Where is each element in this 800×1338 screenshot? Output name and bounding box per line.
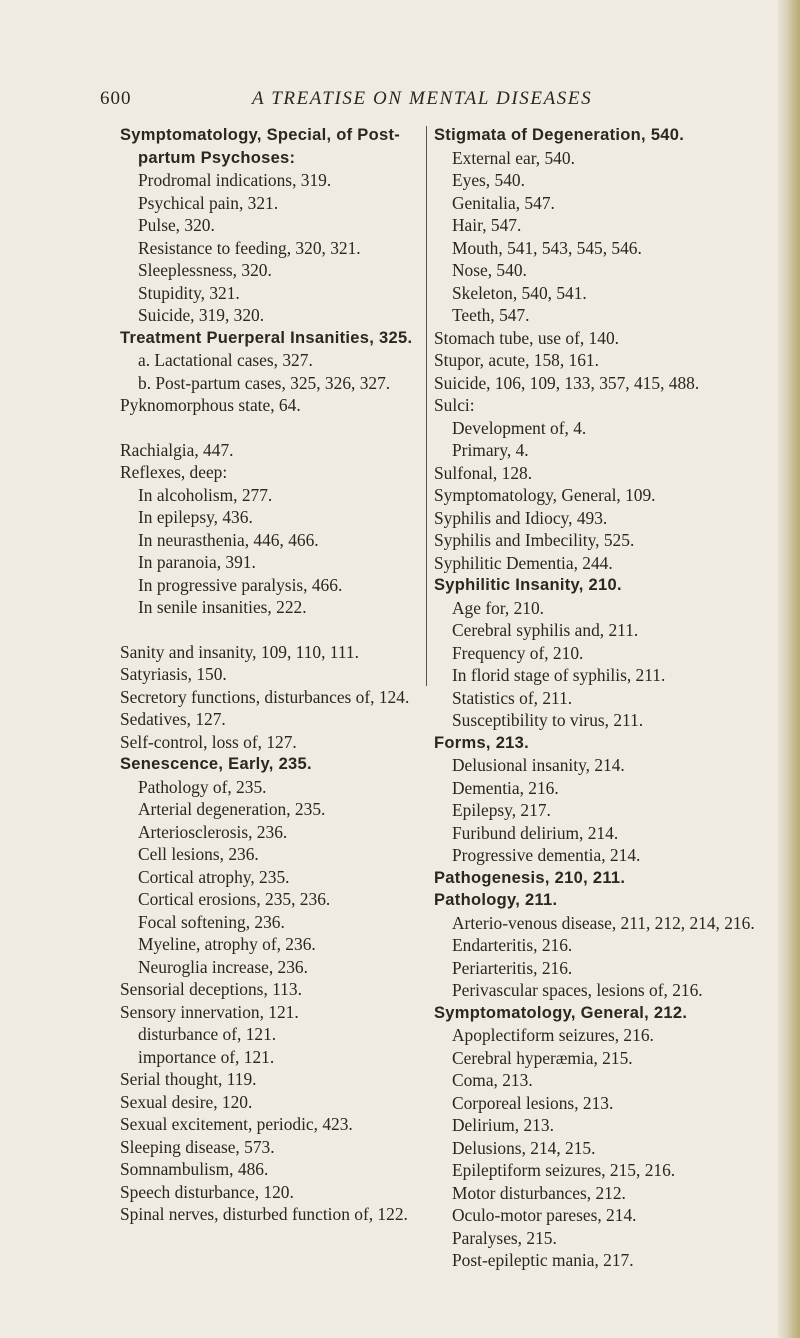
index-subentry: Dementia, 216. [452,777,559,798]
index-subentry: Prodromal indications, 319. [138,170,332,190]
index-subentry: Oculo-motor pareses, 214. [452,1205,637,1225]
index-subentry: Periarteritis, 216. [452,957,573,978]
index-entry: Sulfonal, 128. [434,462,533,483]
index-subentry: Cell lesions, 236. [138,844,259,864]
index-entry: Treatment Puerperal Insanities, 325. [120,328,413,347]
index-subentry: Suicide, 319, 320. [138,305,265,325]
index-subentry: Coma, 213. [452,1070,533,1090]
index-entry: Speech disturbance, 120. [120,1181,294,1202]
index-subentry: Epileptiform seizures, 215, 216. [452,1160,676,1180]
index-subentry: Pathology of, 235. [138,776,267,797]
index-subentry: Delirium, 213. [452,1115,554,1135]
index-subentry: Arteriosclerosis, 236. [138,821,288,842]
index-subentry: Stupidity, 321. [138,282,240,303]
index-entry: Self-control, loss of, 127. [120,731,297,752]
index-entry: Stigmata of Degeneration, 540. [434,126,685,144]
index-subentry: Epilepsy, 217. [452,800,551,820]
index-subentry: In alcoholism, 277. [138,484,273,505]
index-subentry: Delusional insanity, 214. [452,755,625,775]
index-entry: Sulci: [434,395,475,415]
index-subentry: Neuroglia increase, 236. [138,956,308,977]
index-subentry: Mouth, 541, 543, 545, 546. [452,237,642,258]
index-column-right [434,124,774,1272]
index-subentry: Arterio-venous disease, 211, 212, 214, 216. [452,912,755,933]
index-subentry: Delusions, 214, 215. [452,1137,596,1158]
index-entry: Sensorial deceptions, 113. [120,979,302,999]
index-entry: Syphilis and Idiocy, 493. [434,507,608,528]
index-subentry: a. Lactational cases, 327. [138,350,313,370]
index-entry: Suicide, 106, 109, 133, 357, 415, 488. [434,372,700,393]
index-entry: Sexual excitement, periodic, 423. [120,1114,353,1134]
index-subentry: Hair, 547. [452,215,522,235]
index-entry: Stupor, acute, 158, 161. [434,350,599,370]
index-subentry: Development of, 4. [452,417,587,438]
index-subentry: Cortical atrophy, 235. [138,866,290,887]
index-entry: Forms, 213. [434,733,530,752]
index-subentry: Pulse, 320. [138,215,215,235]
index-entry: Syphilitic Dementia, 244. [434,552,613,573]
index-subentry: Frequency of, 210. [452,642,584,663]
index-subentry: Genitalia, 547. [452,192,555,213]
index-subentry: Cerebral hyperæmia, 215. [452,1047,633,1068]
index-entry: Sensory innervation, 121. [120,1001,299,1022]
index-subentry: Progressive dementia, 214. [452,845,641,865]
index-subentry: External ear, 540. [452,147,575,168]
index-subentry: In senile insanities, 222. [138,597,307,617]
page-number: 600 [100,88,132,109]
index-subentry: Nose, 540. [452,260,527,280]
index-subentry: In paranoia, 391. [138,552,256,572]
index-subentry: In neurasthenia, 446, 466. [138,529,319,550]
index-entry: Stomach tube, use of, 140. [434,327,619,348]
index-column-left [120,124,420,1226]
index-subentry: Cerebral syphilis and, 211. [452,620,639,640]
index-subentry: Eyes, 540. [452,170,525,190]
index-subentry: In progressive paralysis, 466. [138,574,343,595]
index-entry: Pyknomorphous state, 64. [120,395,301,415]
index-subentry: Perivascular spaces, lesions of, 216. [452,980,703,1000]
index-entry: Secretory functions, disturbances of, 124. [120,686,410,707]
index-subentry: Cortical erosions, 235, 236. [138,889,331,909]
index-entry: Sedatives, 127. [120,709,226,729]
column-divider [426,126,427,686]
index-subentry: b. Post-partum cases, 325, 326, 327. [138,372,391,393]
index-entry: Sanity and insanity, 109, 110, 111. [120,641,359,662]
index-subentry: Furibund delirium, 214. [452,822,619,843]
index-subentry: In epilepsy, 436. [138,507,253,527]
index-subentry: Motor disturbances, 212. [452,1182,626,1203]
index-entry: Syphilitic Insanity, 210. [434,576,622,594]
page-header [0,88,800,118]
entry-gap [120,417,420,439]
page-edge [778,0,800,1338]
index-subentry: Apoplectiform seizures, 216. [452,1025,654,1045]
index-entry: Sexual desire, 120. [120,1091,253,1112]
index-entry: Rachialgia, 447. [120,439,234,460]
index-subentry: Post-epileptic mania, 217. [452,1250,634,1270]
index-entry: Spinal nerves, disturbed function of, 122. [120,1204,408,1224]
index-entry: Sleeping disease, 573. [120,1136,275,1157]
index-entry: Symptomatology, Special, of Post-partum Psychoses: [120,126,401,167]
index-subentry: Focal softening, 236. [138,911,285,932]
running-head: A TREATISE ON MENTAL DISEASES [252,88,593,109]
index-subentry: disturbance of, 121. [138,1024,277,1044]
index-entry: Senescence, Early, 235. [120,755,312,773]
index-subentry: Endarteritis, 216. [452,935,573,955]
index-subentry: In florid stage of syphilis, 211. [452,665,666,685]
index-subentry: Susceptibility to virus, 211. [452,710,644,730]
index-entry: Symptomatology, General, 109. [434,485,656,505]
index-entry: Syphilis and Imbecility, 525. [434,530,635,550]
index-entry: Pathogenesis, 210, 211. [434,868,626,887]
index-entry: Reflexes, deep: [120,462,228,482]
index-entry: Pathology, 211. [434,891,558,909]
index-entry: Symptomatology, General, 212. [434,1003,688,1022]
index-subentry: Primary, 4. [452,440,529,460]
entry-gap [120,619,420,641]
index-subentry: Corporeal lesions, 213. [452,1092,614,1113]
index-subentry: Paralyses, 215. [452,1227,557,1248]
index-entry: Serial thought, 119. [120,1069,257,1089]
index-subentry: Psychical pain, 321. [138,192,279,213]
index-subentry: Age for, 210. [452,597,545,618]
index-subentry: Sleeplessness, 320. [138,260,272,280]
index-entry: Somnambulism, 486. [120,1159,269,1179]
index-subentry: Resistance to feeding, 320, 321. [138,237,361,258]
index-subentry: Statistics of, 211. [452,687,573,708]
index-subentry: Arterial degeneration, 235. [138,799,326,819]
index-subentry: importance of, 121. [138,1046,275,1067]
index-entry: Satyriasis, 150. [120,664,227,684]
index-subentry: Skeleton, 540, 541. [452,282,587,303]
index-subentry: Teeth, 547. [452,305,530,325]
index-subentry: Myeline, atrophy of, 236. [138,934,316,954]
